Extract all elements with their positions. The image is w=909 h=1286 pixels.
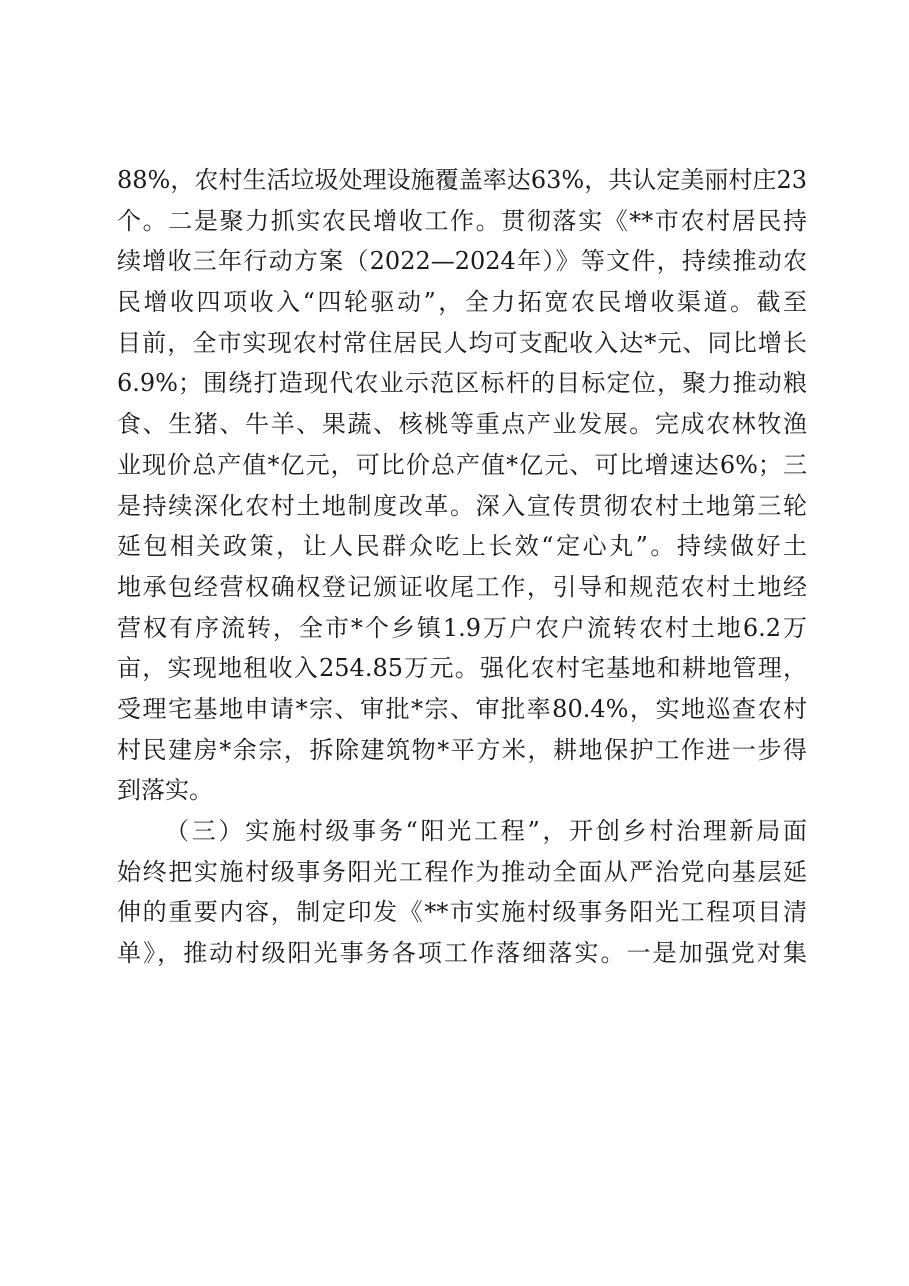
text-line: 延包相关政策，让人民群众吃上长效“定心丸”。持续做好土 <box>117 532 807 561</box>
text-line: 单》，推动村级阳光事务各项工作落细落实。一是加强党对集 <box>117 939 807 968</box>
text-line: 目前，全市实现农村常住居民人均可支配收入达*元、同比增长 <box>117 328 807 357</box>
text-line: 业现价总产值*亿元，可比价总产值*亿元、可比增速达6%；三 <box>117 450 807 479</box>
text-line: 伸的重要内容，制定印发《**市实施村级事务阳光工程项目清 <box>117 898 807 927</box>
text-line: 村民建房*余宗，拆除建筑物*平方米，耕地保护工作进一步得 <box>117 735 807 764</box>
text-line: 地承包经营权确权登记颁证收尾工作，引导和规范农村土地经 <box>117 572 807 601</box>
text-line: 个。二是聚力抓实农民增收工作。贯彻落实《**市农村居民持 <box>117 206 807 235</box>
paragraph-1 <box>117 160 807 811</box>
text-line: 续增收三年行动方案（2022—2024年）》等文件，持续推动农 <box>117 247 807 276</box>
text-line: 亩，实现地租收入254.85万元。强化农村宅基地和耕地管理， <box>117 654 807 683</box>
text-line: 到落实。 <box>117 776 213 805</box>
text-line: 6.9%；围绕打造现代农业示范区标杆的目标定位，聚力推动粮 <box>117 369 807 398</box>
text-line: 始终把实施村级事务阳光工程作为推动全面从严治党向基层延 <box>117 857 807 886</box>
text-line: 营权有序流转，全市*个乡镇1.9万户农户流转农村土地6.2万 <box>117 613 807 642</box>
paragraph-2 <box>117 811 807 974</box>
section-heading: （三）实施村级事务“阳光工程”，开创乡村治理新局面 <box>165 817 807 845</box>
text-line: 受理宅基地申请*宗、审批*宗、审批率80.4%，实地巡查农村 <box>117 694 807 723</box>
text-line: 是持续深化农村土地制度改革。深入宣传贯彻农村土地第三轮 <box>117 491 807 520</box>
text-line: 民增收四项收入“四轮驱动”，全力拓宽农民增收渠道。截至 <box>117 288 807 317</box>
text-line: 88%，农村生活垃圾处理设施覆盖率达63%，共认定美丽村庄23 <box>117 166 807 194</box>
text-line: 食、生猪、牛羊、果蔬、核桃等重点产业发展。完成农林牧渔 <box>117 410 807 439</box>
